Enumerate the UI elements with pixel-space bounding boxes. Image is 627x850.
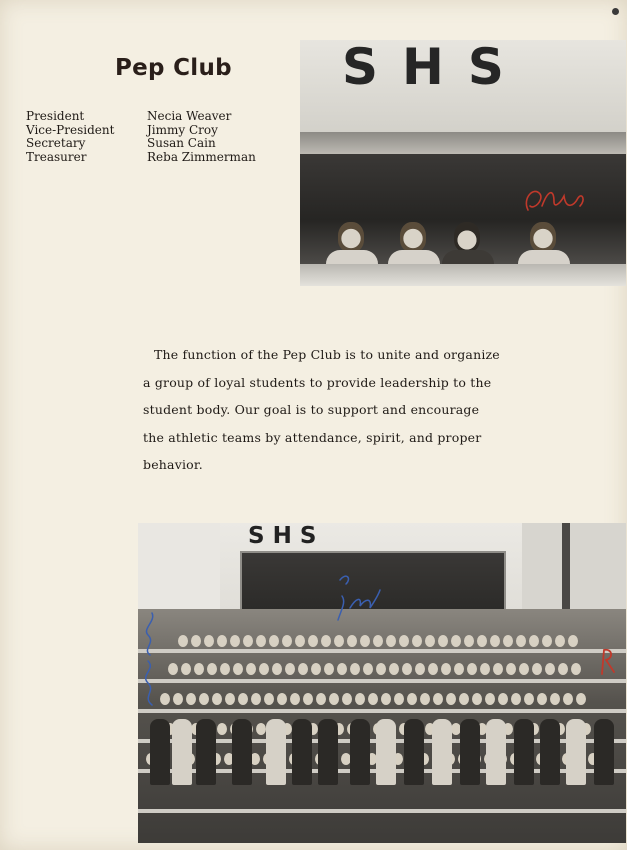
paragraph-line: The function of the Pep Club is to unite and organize: [154, 347, 500, 362]
officer-name: Reba Zimmerman: [147, 149, 256, 164]
officers-photo: [300, 40, 626, 286]
paragraph-line: the athletic teams by attendance, spirit, and proper: [143, 429, 482, 445]
officer-row-treasurer: [26, 151, 286, 165]
blue-signature-icon: [332, 568, 384, 624]
sign-text: SHS: [248, 523, 325, 549]
person-figure: [326, 222, 378, 266]
press-box-ledge: [300, 264, 626, 286]
officer-name: Jimmy Croy: [147, 122, 218, 137]
front-row: [142, 719, 622, 789]
page-title: Pep Club: [115, 55, 232, 81]
officers-list: [26, 110, 286, 164]
officer-role: President: [26, 109, 85, 123]
sign-text: SHS: [342, 40, 528, 96]
paragraph-line: student body. Our goal is to support and encourage: [143, 402, 480, 417]
officer-row-president: [26, 110, 286, 124]
corner-mark: [612, 8, 619, 15]
officer-name: Susan Cain: [147, 136, 216, 150]
red-signature-icon: [520, 180, 592, 222]
officer-role: Secretary: [26, 136, 86, 150]
red-signature-icon: [598, 646, 618, 676]
person-figure: [518, 222, 570, 266]
person-figure: [442, 222, 494, 266]
paragraph-line: a group of loyal students to provide leadership to the: [143, 374, 492, 390]
press-box-trim: [300, 132, 626, 154]
officer-row-secretary: [26, 137, 286, 151]
officer-name: Necia Weaver: [147, 109, 232, 123]
description-paragraph: [143, 341, 513, 479]
officer-role: Treasurer: [26, 149, 87, 164]
press-box-sign: [300, 40, 626, 132]
officer-row-vice-president: [26, 124, 286, 138]
person-figure: [388, 222, 440, 266]
crowd-row: [168, 663, 584, 681]
crowd-row: [160, 693, 589, 711]
crowd-row: [178, 635, 581, 653]
paragraph-line: behavior.: [143, 457, 203, 472]
blue-signature-icon: [136, 605, 162, 710]
officer-role: Vice-President: [26, 122, 115, 137]
bleacher-row: [138, 809, 626, 813]
